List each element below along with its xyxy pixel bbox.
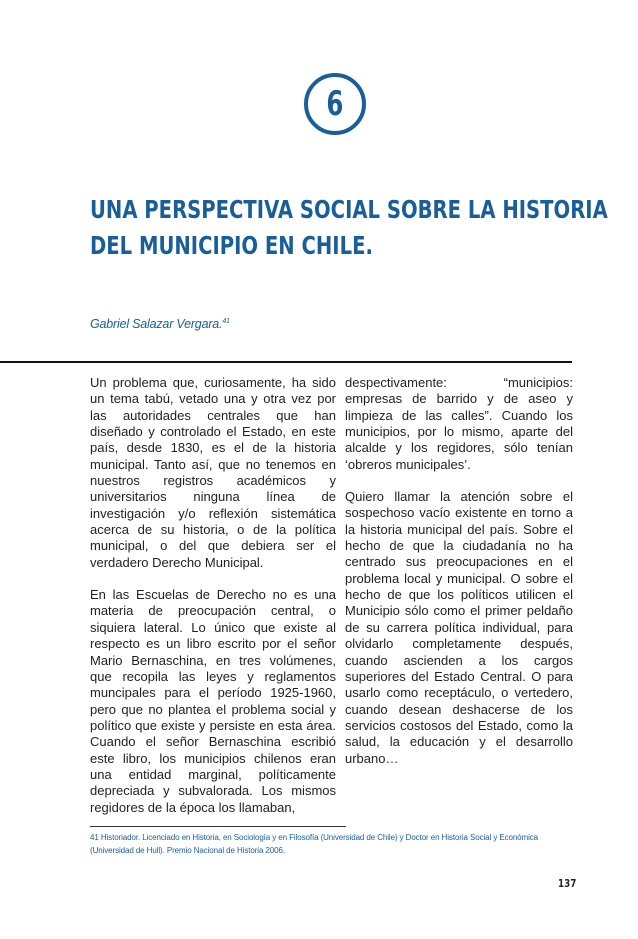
author-name: Gabriel Salazar Vergara. <box>90 317 223 331</box>
body-column-right <box>345 375 573 783</box>
footnote: 41 Historiador. Licenciado en Historia, en Sociología y en Filosofía (Universidad de Chile) y Doctor en Historia Social y Económica (Universidad de Hull). Premio Nacional de Historia 2006. <box>90 833 539 855</box>
footnote-divider <box>90 826 346 827</box>
chapter-title <box>90 192 608 264</box>
header-divider <box>0 361 572 363</box>
chapter-number: 6 <box>326 84 344 124</box>
body-paragraph: Un problema que, curiosamente, ha sido un tema tabú, vetado una y otra vez por las autoridades centrales que han diseñado y controlado el Estado, en este país, desde 1830, es el de la historia municipal. Tanto así, que no tenemos en nuestros registros académicos y universitarios ninguna línea de investigación y/o reflexión sistemática acerca de su historia, o de la política municipal, o del que debiera ser el verdadero Derecho Municipal. <box>90 375 336 570</box>
chapter-title-line-2: DEL MUNICIPIO EN CHILE. <box>90 231 373 260</box>
author-byline <box>90 317 230 331</box>
page-number: 137 <box>558 877 577 890</box>
body-paragraph: despectivamente: “municipios: empresas de barrido y de aseo y limpieza de las calles”. Cuando los municipios, por lo mismo, aparte del alcalde y los regidores, sólo tenían ‘obreros municipales’. <box>345 375 573 472</box>
chapter-title-line-1: UNA PERSPECTIVA SOCIAL SOBRE LA HISTORIA <box>90 195 608 224</box>
chapter-number-badge <box>304 73 366 135</box>
body-paragraph: En las Escuelas de Derecho no es una materia de preocupación central, o siquiera lateral. Lo único que existe al respecto es un libro escrito por el señor Mario Bernaschina, en tres volúmenes, que recopila las leyes y reglamentos muncipales para el período 1925-1960, pero que no plantea el problema social y político que existe y persiste en esta área. Cuando el señor Bernaschina escribió este libro, los municipios chilenos eran una entidad marginal, políticamente depreciada y subvalorada. Los mismos regidores de la época los llamaban, <box>90 587 336 815</box>
body-column-left <box>90 375 336 832</box>
author-footnote-ref: 41 <box>222 317 230 325</box>
body-paragraph: Quiero llamar la atención sobre el sospechoso vacío existente en torno a la historia municipal del país. Sobre el hecho de que la ciudadanía no ha centrado sus preocupaciones en el problema local y municipal. O sobre el hecho de que los políticos utilicen el Municipio sólo como el primer peldaño de su carrera política individual, para olvidarlo completamente después, cuando ascienden a los cargos superiores del Estado Central. O para usarlo como receptáculo, o vertedero, cuando desean deshacerse de los servicios costosos del Estado, como la salud, la educación y el desarrollo urbano… <box>345 489 573 766</box>
